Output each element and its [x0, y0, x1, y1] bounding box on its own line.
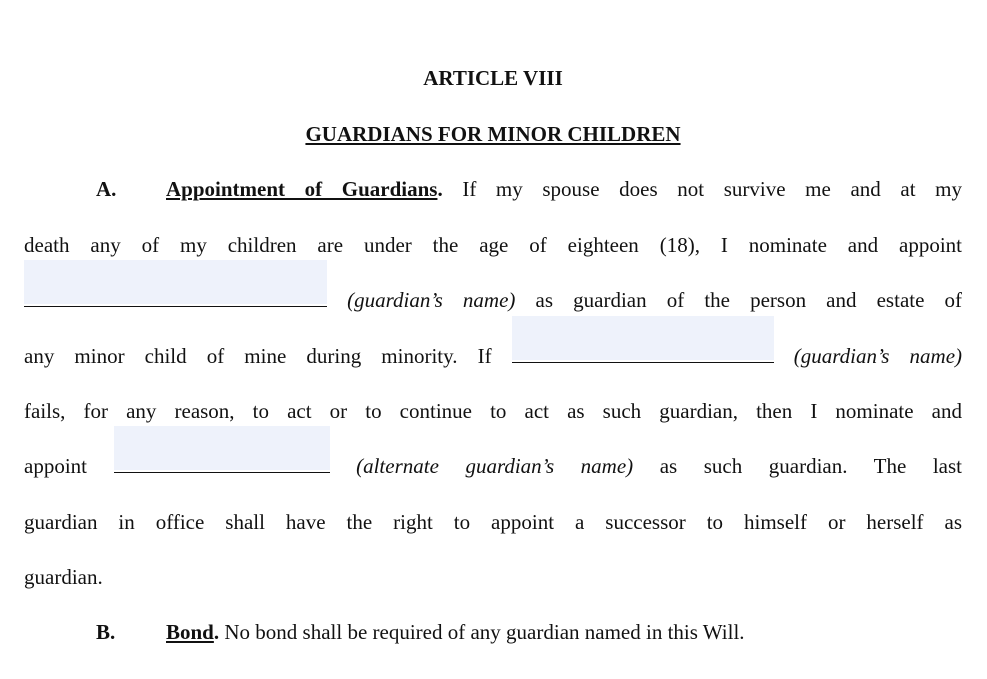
section-a-line-3: (guardian’s name) as guardian of the person and estate of [24, 286, 962, 314]
section-b-line: B. Bond. No bond shall be required of any guardian named in this Will. [96, 620, 745, 644]
guardian-name-field-2[interactable] [512, 342, 774, 363]
section-a-line-7: guardian in office shall have the right to appoint a successor to himself or herself as [24, 510, 962, 534]
article-title [24, 120, 962, 148]
alternate-guardian-name-field[interactable] [114, 452, 330, 473]
section-a-line-2: death any of my children are under the age of eighteen (18), I nominate and appoint [24, 233, 962, 257]
section-a-line-6: appoint (alternate guardian’s name) as such guardian. The last [24, 452, 962, 480]
guardian-name-field[interactable] [24, 286, 327, 307]
section-a-line-8: guardian. [24, 565, 103, 589]
section-a-line-1: A. Appointment of Guardians. If my spouse does not survive me and at my [96, 177, 962, 201]
guardian-name-hint-2: (guardian’s name) [793, 344, 963, 368]
alternate-guardian-name-hint: (alternate guardian’s name) [356, 454, 634, 478]
section-a-line-5: fails, for any reason, to act or to continue to act as such guardian, then I nominate and [24, 399, 962, 423]
section-b-heading: Bond [166, 620, 214, 644]
section-b-letter: B. [96, 620, 116, 644]
section-a-heading: Appointment of Guardians [166, 177, 438, 201]
section-a-letter: A. [96, 177, 117, 201]
article-title-text: GUARDIANS FOR MINOR CHILDREN [305, 122, 681, 146]
article-number: ARTICLE VIII [423, 66, 563, 90]
section-a-line-4: any minor child of mine during minority. If (guardian’s name) [24, 342, 962, 370]
guardian-name-hint: (guardian’s name) [347, 288, 516, 312]
